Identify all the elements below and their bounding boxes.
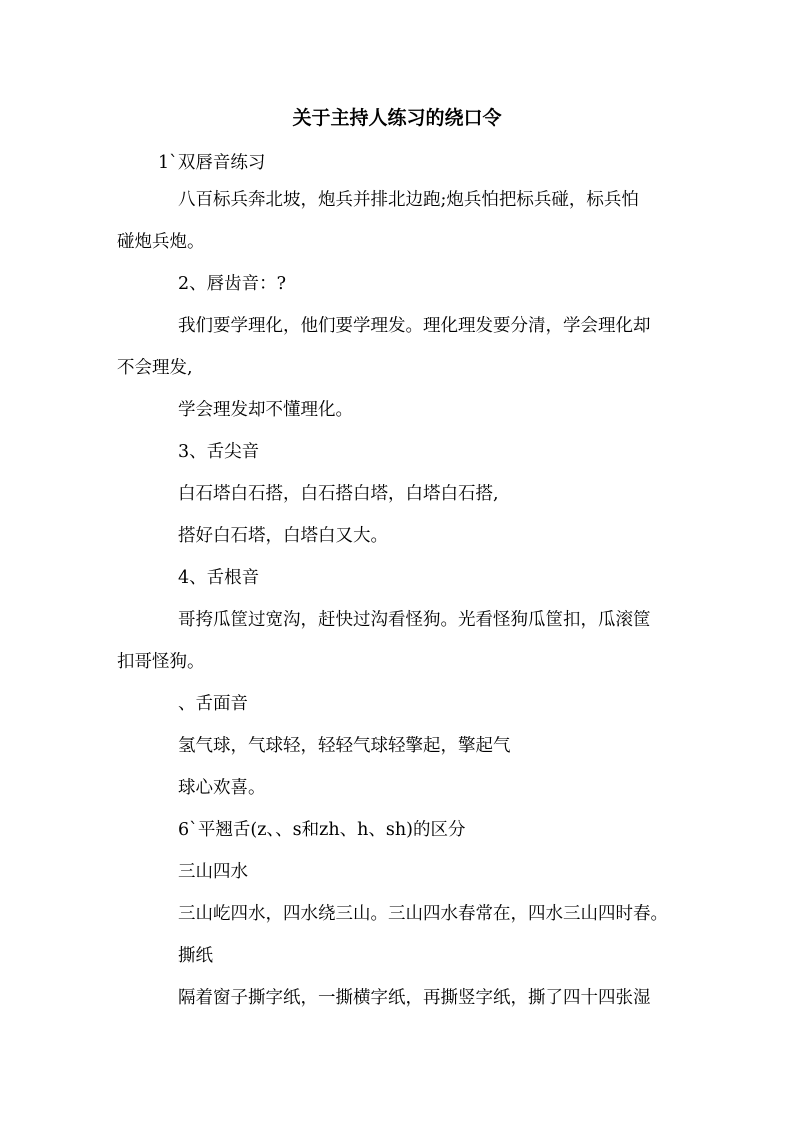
section-heading-bilabial: 1`双唇音练习	[158, 153, 266, 173]
subheading-sizhi: 撕纸	[178, 946, 213, 966]
subheading-sanshan-sishui: 三山四水	[178, 862, 248, 882]
paragraph-line: 三山屹四水，四水绕三山。三山四水春常在，四水三山四时春。	[178, 904, 668, 924]
section-heading-velar: 4、舌根音	[178, 568, 260, 588]
section-heading-flat-retroflex: 6`平翘舌(z、、s和zh、h、sh)的区分	[178, 820, 466, 840]
paragraph-line: 碰炮兵炮。	[117, 232, 205, 252]
section-heading-palatal: 、舌面音	[178, 694, 248, 714]
paragraph-line: 搭好白石塔，白塔白又大。	[178, 526, 388, 546]
section-heading-labiodental: 2、唇齿音：?	[178, 274, 287, 294]
paragraph-line: 白石塔白石搭，白石搭白塔，白塔白石搭,	[178, 484, 499, 504]
paragraph-line: 氢气球，气球轻，轻轻气球轻擎起，擎起气	[178, 736, 511, 756]
paragraph-line: 学会理发却不懂理化。	[178, 400, 353, 420]
paragraph-line: 扣哥怪狗。	[117, 652, 205, 672]
paragraph-line: 不会理发,	[117, 358, 193, 378]
document-title: 关于主持人练习的绕口令	[292, 107, 502, 129]
paragraph-line: 八百标兵奔北坡，炮兵并排北边跑;炮兵怕把标兵碰，标兵怕	[178, 190, 639, 210]
paragraph-line: 我们要学理化，他们要学理发。理化理发要分清，学会理化却	[178, 316, 651, 336]
paragraph-line: 隔着窗子撕字纸，一撕横字纸，再撕竖字纸，撕了四十四张湿	[178, 988, 651, 1008]
section-heading-apical: 3、舌尖音	[178, 442, 260, 462]
paragraph-line: 哥挎瓜筐过宽沟，赶快过沟看怪狗。光看怪狗瓜筐扣，瓜滚筐	[178, 610, 651, 630]
paragraph-line: 球心欢喜。	[178, 778, 266, 798]
